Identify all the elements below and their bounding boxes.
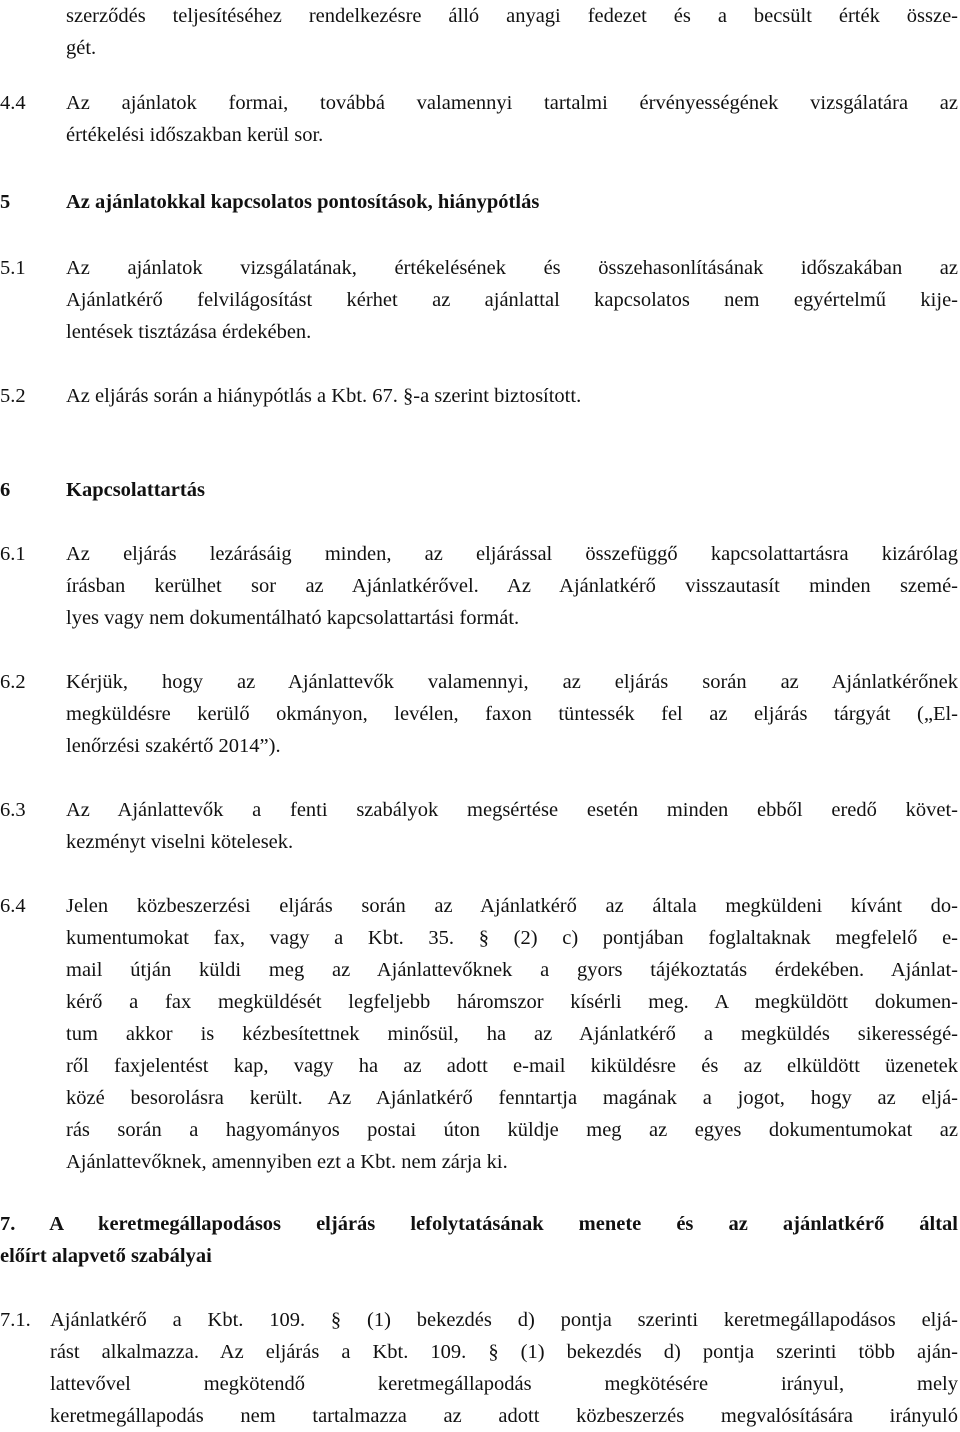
text-line: mail útján küldi meg az Ajánlattevőknek a gyors tájékoztatás érdekében. Ajánlat- xyxy=(66,959,958,981)
text-line: lattevővel megkötendő keretmegállapodás megkötésére irányul, mely xyxy=(50,1373,958,1395)
section-title: Kapcsolattartás xyxy=(66,479,205,501)
text-line: kérő a fax megküldését legfeljebb háromszor kísérli meg. A megküldött dokumen- xyxy=(66,991,958,1013)
text-line: kumentumokat fax, vagy a Kbt. 35. § (2) c) pontjában foglaltaknak megfelelő e- xyxy=(66,927,958,949)
paragraph-5-1 xyxy=(0,252,958,348)
section-heading-5 xyxy=(0,186,958,218)
paragraph-6-4 xyxy=(0,890,958,1178)
paragraph-number: 5.2 xyxy=(0,385,26,407)
text-line: Az Ajánlattevők a fenti szabályok megsértése esetén minden ebből eredő követ- xyxy=(66,799,958,821)
text-line: Az ajánlatok formai, továbbá valamennyi tartalmi érvényességének vizsgálatára az xyxy=(66,92,958,114)
text-line: megküldésre kerülő okmányon, levélen, faxon tüntessék fel az eljárás tárgyát („El- xyxy=(66,703,958,725)
text-line: írásban kerülhet sor az Ajánlatkérővel. Az Ajánlatkérő visszautasít minden szemé- xyxy=(66,575,958,597)
text-line: kezményt viselni kötelesek. xyxy=(66,831,294,853)
paragraph-number: 6.3 xyxy=(0,799,26,821)
paragraph-number: 6.2 xyxy=(0,671,26,693)
paragraph-6-3 xyxy=(0,794,958,858)
paragraph-number: 4.4 xyxy=(0,92,26,114)
paragraph-number: 5.1 xyxy=(0,257,26,279)
paragraph-4-4 xyxy=(0,87,958,151)
text-line: Ajánlatkérő a Kbt. 109. § (1) bekezdés d) pontja szerinti keretmegállapodásos eljá- xyxy=(50,1309,958,1331)
text-line: Az eljárás során a hiánypótlás a Kbt. 67. §-a szerint biztosított. xyxy=(66,385,582,407)
paragraph-number: 7.1. xyxy=(0,1309,31,1331)
paragraph-7-1 xyxy=(0,1304,958,1432)
paragraph-6-2 xyxy=(0,666,958,762)
paragraph-6-1 xyxy=(0,538,958,634)
text-line: ről faxjelentést kap, vagy ha az adott e-mail kiküldésre és az elküldött üzenetek xyxy=(66,1055,958,1077)
text-line: gét. xyxy=(66,37,97,59)
text-line: Ajánlatkérő felvilágosítást kérhet az ajánlattal kapcsolatos nem egyértelmű kije- xyxy=(66,289,958,311)
text-line: közé besorolásra került. Az Ajánlatkérő fenntartja magának a jogot, hogy az eljá- xyxy=(66,1087,958,1109)
section-number: 5 xyxy=(0,191,11,213)
section-heading-7 xyxy=(0,1208,958,1272)
paragraph-number: 6.4 xyxy=(0,895,26,917)
text-line: lyes vagy nem dokumentálható kapcsolattartási formát. xyxy=(66,607,520,629)
text-line: értékelési időszakban kerül sor. xyxy=(66,124,324,146)
text-line: Ajánlattevőknek, amennyiben ezt a Kbt. nem zárja ki. xyxy=(66,1151,508,1173)
text-line: Az ajánlatok vizsgálatának, értékelésének és összehasonlításának időszakában az xyxy=(66,257,958,279)
section-heading-6 xyxy=(0,474,958,506)
text-line: Az eljárás lezárásáig minden, az eljárással összefüggő kapcsolattartásra kizárólag xyxy=(66,543,958,565)
section-number: 6 xyxy=(0,479,11,501)
text-line: Kérjük, hogy az Ajánlattevők valamennyi, az eljárás során az Ajánlatkérőnek xyxy=(66,671,958,693)
section-title: Az ajánlatokkal kapcsolatos pontosítások, hiánypótlás xyxy=(66,191,540,213)
paragraph-number: 6.1 xyxy=(0,543,26,565)
text-line: tum akkor is kézbesítettnek minősül, ha az Ajánlatkérő a megküldés sikerességé- xyxy=(66,1023,958,1045)
text-line: lentések tisztázása érdekében. xyxy=(66,321,312,343)
section-title: előírt alapvető szabályai xyxy=(0,1245,212,1267)
text-line: rást alkalmazza. Az eljárás a Kbt. 109. § (1) bekezdés d) pontja szerinti több aján- xyxy=(50,1341,958,1363)
text-line: lenőrzési szakértő 2014”). xyxy=(66,735,281,757)
paragraph-intro xyxy=(0,0,958,64)
text-line: szerződés teljesítéséhez rendelkezésre álló anyagi fedezet és a becsült érték össze- xyxy=(66,5,958,27)
text-line: keretmegállapodás nem tartalmazza az adott közbeszerzés megvalósítására irányuló xyxy=(50,1405,958,1427)
text-line: rás során a hagyományos postai úton küldje meg az egyes dokumentumokat az xyxy=(66,1119,958,1141)
section-title: 7. A keretmegállapodásos eljárás lefolytatásának menete és az ajánlatkérő által xyxy=(0,1213,958,1235)
paragraph-5-2 xyxy=(0,380,958,412)
text-line: Jelen közbeszerzési eljárás során az Ajánlatkérő az általa megküldeni kívánt do- xyxy=(66,895,958,917)
